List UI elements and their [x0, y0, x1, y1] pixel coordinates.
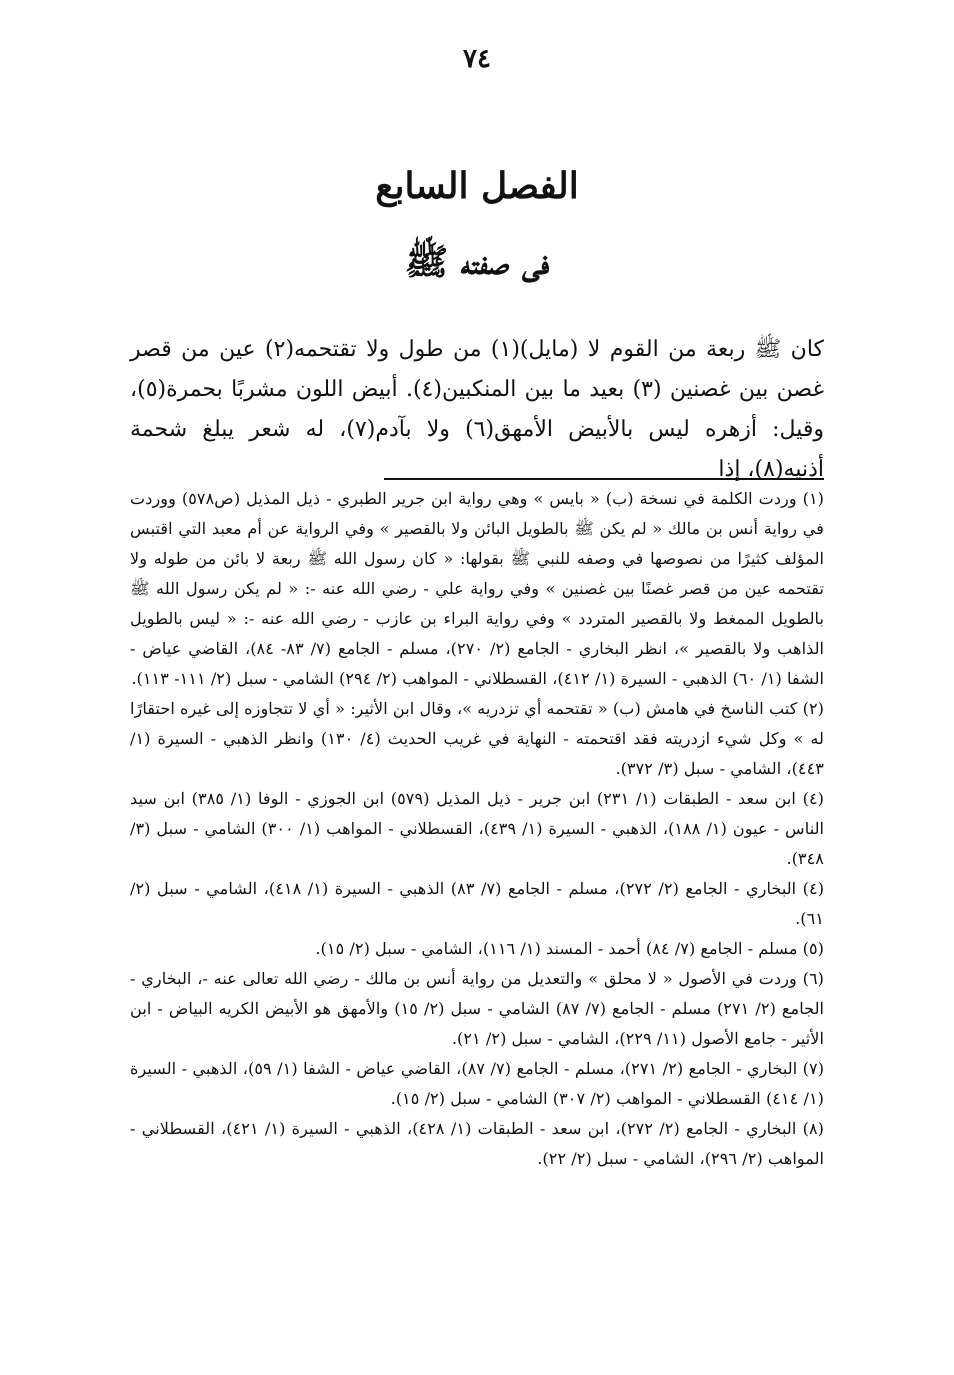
footnote-7: (٧) البخاري - الجامع (٢/ ٢٧١)، مسلم - الجامع (٧/ ٨٧)، القاضي عياض - الشفا (١/ ٥٩)، الذهبي - السيرة (١/ ٤١٤) القسطلاني - المواهب (٢/ ٣٠٧) الشامي - سبل (٢/ ١٥).	[130, 1059, 825, 1108]
chapter-subtitle: فى صفته ﷺ	[404, 241, 550, 283]
footnote-6: (٦) وردت في الأصول « لا محلق » والتعديل من رواية أنس بن مالك - رضي الله تعالى عنه -، البخاري - الجامع (٢/ ٢٧١) مسلم - الجامع (٧/ ٨٧) الشامي - سبل (٢/ ١٥) والأمهق هو الأبيض الكريه البياض - ابن الأثير - جامع الأصول (١١/ ٢٢٩)، الشامي - سبل (٢/ ٢١).	[130, 969, 825, 1048]
footnote-5: (٥) مسلم - الجامع (٧/ ٨٤) أحمد - المسند (١/ ١١٦)، الشامي - سبل (٢/ ١٥).	[315, 939, 824, 958]
footnote-3: (٤) ابن سعد - الطبقات (١/ ٢٣١) ابن جرير - ذيل المذيل (٥٧٩) ابن الجوزي - الوفا (١/ ٣٨٥) ابن سيد الناس - عيون (١/ ١٨٨)، الذهبي - السيرة (١/ ٤٣٩)، القسطلاني - المواهب (١/ ٣٠٠) الشامي - سبل (٣/ ٣٤٨).	[130, 789, 825, 868]
footnote-4: (٤) البخاري - الجامع (٢/ ٢٧٢)، مسلم - الجامع (٧/ ٨٣) الذهبي - السيرة (١/ ٤١٨)، الشامي - سبل (٢/ ٦١).	[130, 879, 825, 928]
footnote-2: (٢) كتب الناسخ في هامش (ب) « تقتحمه أي تزدريه »، وقال ابن الأثير: « أي لا تتجاوزه إلى غيره احتقارًا له » وكل شيء ازدريته فقد اقتحمته - النهاية في غريب الحديث (٤/ ١٣٠) وانظر الذهبي - السيرة (١/ ٤٤٣)، الشامي - سبل (٣/ ٣٧٢).	[130, 699, 824, 778]
main-text	[130, 330, 824, 490]
main-paragraph: كان ﷺ ربعة من القوم لا (مايل)(١) من طول ولا تقتحمه(٢) عين من قصر غصن بين غصنين (٣) بعيد ما بين المنكبين(٤). أبيض اللون مشربًا بحمرة(٥)، وقيل: أزهره ليس بالأبيض الأمهق(٦) ولا بآدم(٧)، له شعر يبلغ شحمة أذنيه(٨)، إذا	[130, 337, 824, 482]
chapter-title: الفصل السابع	[375, 165, 579, 207]
footnote-1: (١) وردت الكلمة في نسخة (ب) « بايس » وهي رواية ابن جرير الطبري - ذيل المذيل (ص٥٧٨) ووردت في رواية أنس بن مالك « لم يكن ﷺ بالطويل البائن ولا بالقصير » وفي الرواية عن أم معبد التي اقتبس المؤلف كثيرًا من نصوصها في وصفه للنبي ﷺ بقولها: « كان رسول الله ﷺ ربعة لا بائن من طوله ولا تقتحمه عين من قصر غصنًا بين غصنين » وفي رواية علي - رضي الله عنه -: « لم يكن رسول الله ﷺ بالطويل الممغط ولا بالقصير المتردد » وفي رواية البراء بن عازب - رضي الله عنه -: « ليس بالطويل الذاهب ولا بالقصير »، انظر البخاري - الجامع (٢/ ٢٧٠)، مسلم - الجامع (٧/ ٨٣- ٨٤)، القاضي عياض - الشفا (١/ ٦٠) الذهبي - السيرة (١/ ٤١٢)، القسطلاني - المواهب (٢/ ٢٩٤) الشامي - سبل (٢/ ١١١- ١١٣).	[130, 489, 825, 688]
footnotes	[130, 484, 824, 1174]
footnote-8: (٨) البخاري - الجامع (٢/ ٢٧٢)، ابن سعد - الطبقات (١/ ٤٢٨)، الذهبي - السيرة (١/ ٤٢١)، القسطلاني - المواهب (٢/ ٢٩٦)، الشامي - سبل (٢/ ٢٢).	[130, 1119, 824, 1168]
footnote-divider	[384, 478, 824, 480]
page-number: ٧٤	[463, 44, 491, 74]
